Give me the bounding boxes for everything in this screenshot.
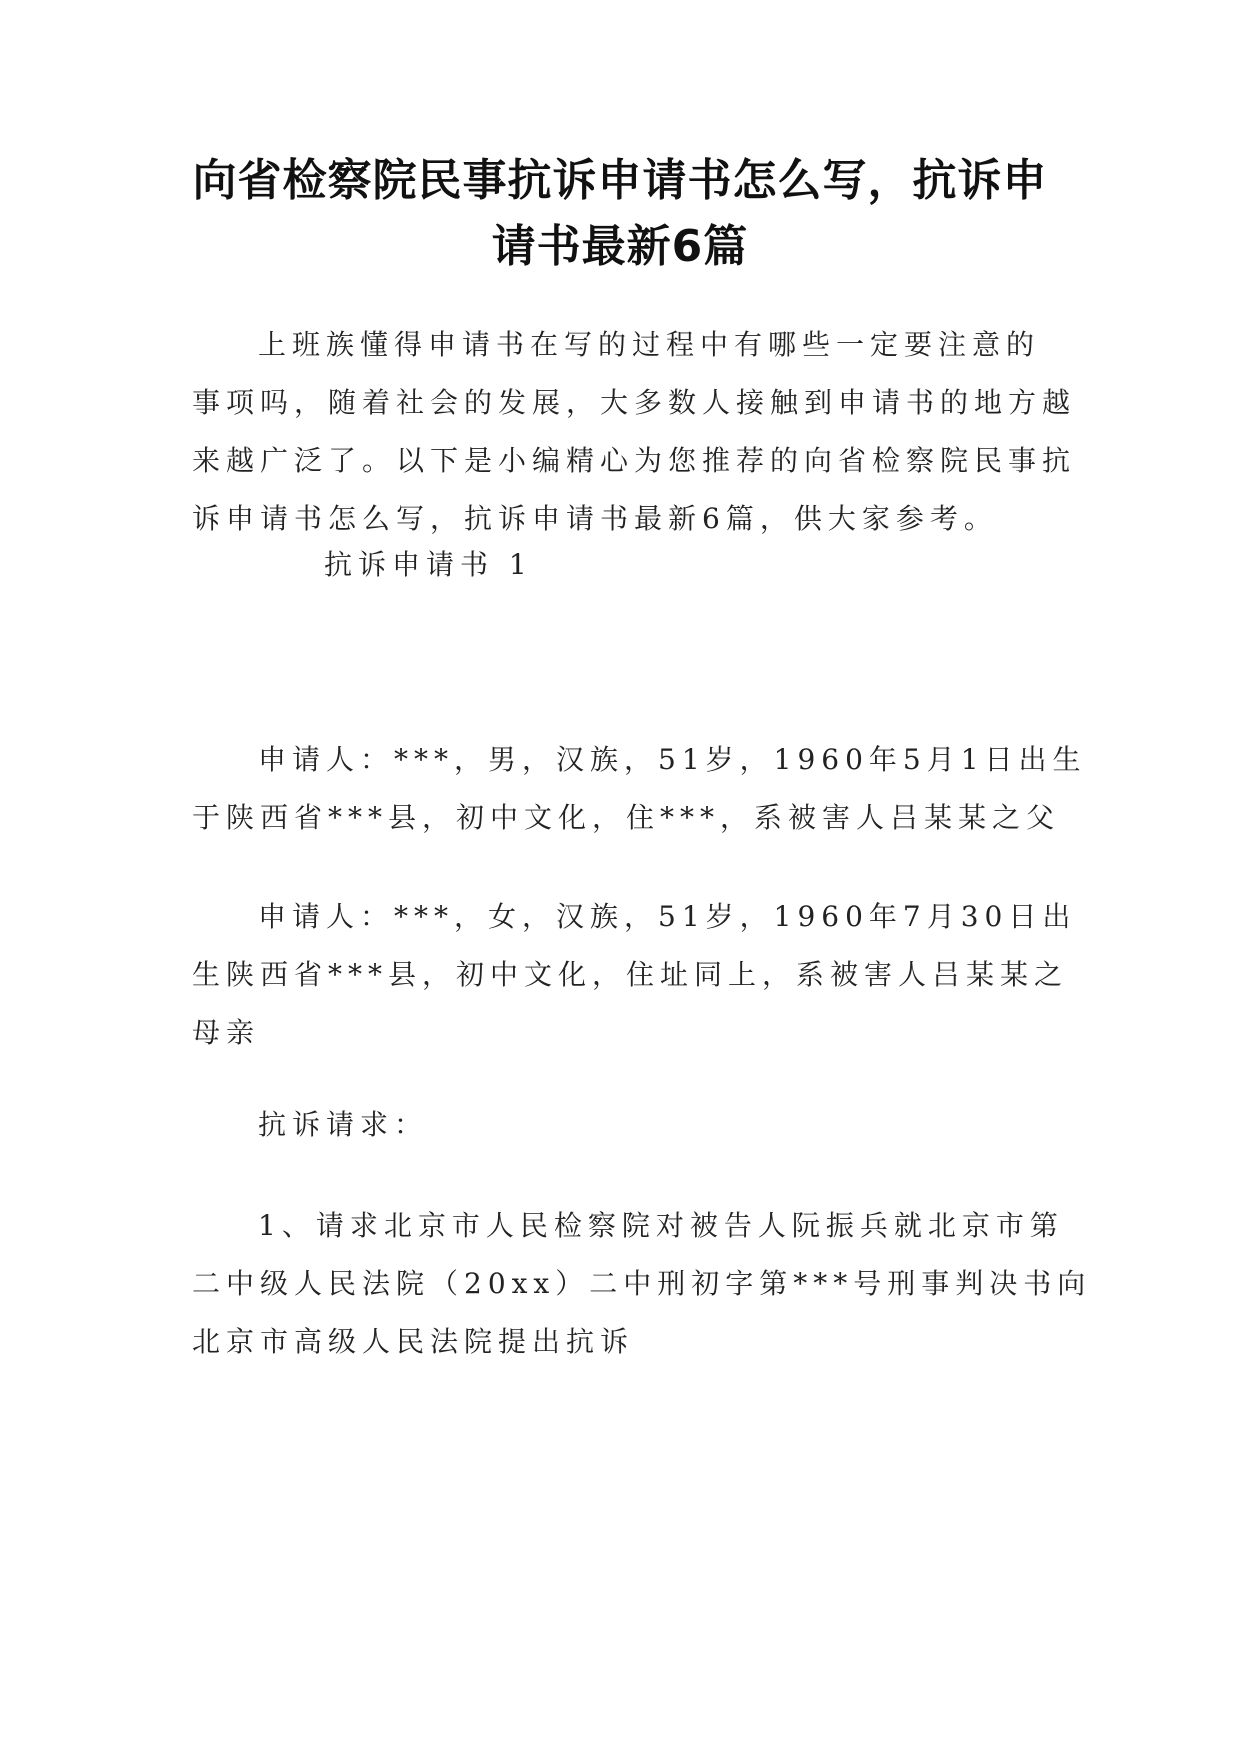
paragraph-line: 二中级人民法院（20xx）二中刑初字第***号刑事判决书向 <box>192 1267 1092 1300</box>
section-heading: 抗诉申请书 1 <box>324 548 533 581</box>
paragraph-line: 生陕西省***县，初中文化，住址同上，系被害人吕某某之 <box>192 958 1069 991</box>
request-paragraph-1 <box>192 1197 1092 1371</box>
paragraph-line: 母亲 <box>192 1016 261 1049</box>
applicant-paragraph-1 <box>192 731 1087 847</box>
paragraph-line: 申请人：***，女，汉族，51岁，1960年7月30日出 <box>258 900 1077 933</box>
paragraph-line: 上班族懂得申请书在写的过程中有哪些一定要注意的 <box>258 328 1041 361</box>
paragraph-line: 申请人：***，男，汉族，51岁，1960年5月1日出生 <box>258 743 1087 776</box>
intro-paragraph <box>192 316 1077 548</box>
paragraph-line: 1、请求北京市人民检察院对被告人阮振兵就北京市第 <box>258 1209 1064 1242</box>
request-heading <box>192 1096 1052 1154</box>
document-title <box>180 148 1060 280</box>
title-line: 请书最新6篇 <box>491 221 749 272</box>
paragraph-line: 诉申请书怎么写，抗诉申请书最新6篇，供大家参考。 <box>192 502 998 535</box>
paragraph-line: 北京市高级人民法院提出抗诉 <box>192 1325 635 1358</box>
paragraph-line: 事项吗，随着社会的发展，大多数人接触到申请书的地方越 <box>192 386 1077 419</box>
applicant-paragraph-2 <box>192 888 1077 1062</box>
title-line: 向省检察院民事抗诉申请书怎么写，抗诉申 <box>192 155 1048 206</box>
paragraph-line: 抗诉请求： <box>258 1108 429 1141</box>
paragraph-line: 于陕西省***县，初中文化，住***，系被害人吕某某之父 <box>192 801 1061 834</box>
paragraph-line: 来越广泛了。以下是小编精心为您推荐的向省检察院民事抗 <box>192 444 1077 477</box>
